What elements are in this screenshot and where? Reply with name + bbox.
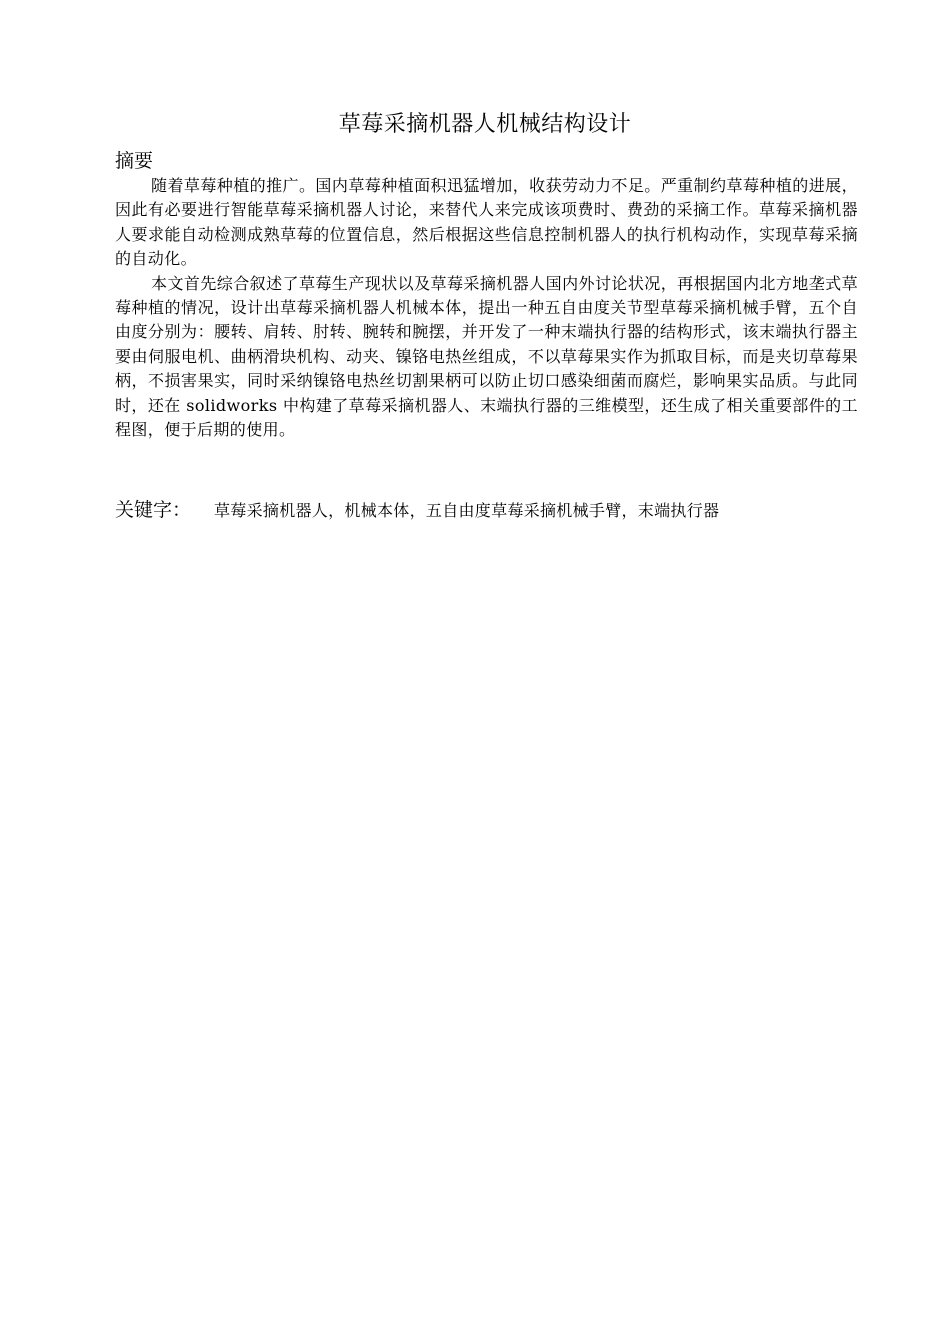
keywords-line — [115, 497, 875, 524]
abstract-heading: 摘要 — [115, 150, 154, 172]
abstract-body — [115, 174, 858, 442]
document-title: 草莓采摘机器人机械结构设计 — [338, 112, 632, 137]
abstract-paragraph: 本文首先综合叙述了草莓生产现状以及草莓采摘机器人国内外讨论状况，再根据国内北方地垄式草莓种植的情况，设计出草莓采摘机器人机械本体，提出一种五自由度关节型草莓采摘机械手臂，五个自由度分别为：腰转、肩转、肘转、腕转和腕摆，并开发了一种末端执行器的结构形式，该末端执行器主要由伺服电机、曲柄滑块机构、动夹、镍铬电热丝组成，不以草莓果实作为抓取目标，而是夹切草莓果柄，不损害果实，同时采纳镍铬电热丝切割果柄可以防止切口感染细菌而腐烂，影响果实品质。与此同时，还在 solidworks 中构建了草莓采摘机器人、末端执行器的三维模型，还生成了相关重要部件的工程图，便于后期的使用。 — [115, 273, 858, 440]
abstract-paragraph: 随着草莓种植的推广。国内草莓种植面积迅猛增加，收获劳动力不足。严重制约草莓种植的进展，因此有必要进行智能草莓采摘机器人讨论，来替代人来完成该项费时、费劲的采摘工作。草莓采摘机器人要求能自动检测成熟草莓的位置信息，然后根据这些信息控制机器人的执行机构动作，实现草莓采摘的自动化。 — [115, 176, 858, 269]
keywords-text: 草莓采摘机器人，机械本体，五自由度草莓采摘机械手臂，末端执行器 — [214, 501, 720, 520]
keywords-label: 关键字： — [115, 499, 192, 521]
